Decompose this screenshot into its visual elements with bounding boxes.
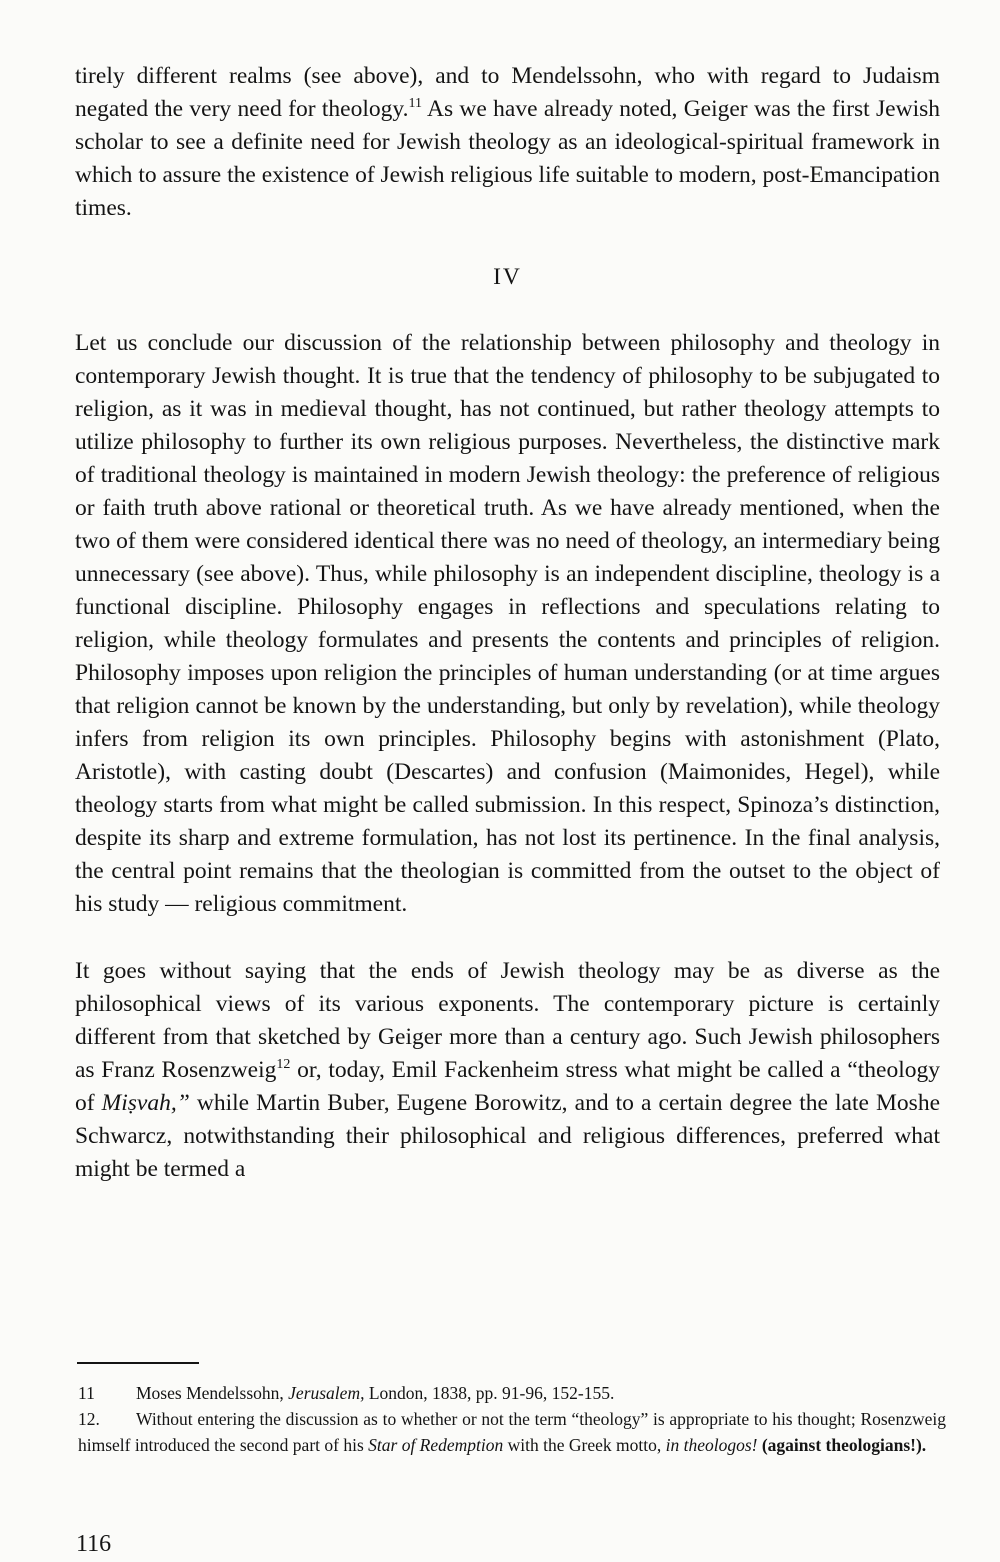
paragraph-ends-of-theology: It goes without saying that the ends of Jewish theology may be as diverse as the philosophical views of its various exponents. The contemporary picture is certainly different from that sketched by Geiger more than a century ago. Such Jewish philosophers as Franz Rosenzweig$^{12}$ or, today, Emil Fackenheim stress what might be called a “theology of Miṣvah,” while Martin Buber, Eugene Borowitz, and to a certain degree the late Moshe Schwarcz, notwithstanding their philosophical and religious differences, preferred what might be termed a — [75, 958, 940, 1182]
footnote-divider — [77, 1362, 199, 1364]
footnote-number: 12. — [78, 1409, 100, 1429]
section-heading: IV — [493, 264, 522, 290]
main-text — [75, 60, 940, 1186]
footnote-11: 11 Moses Mendelssohn, Jerusalem, London, 1838, pp. 91-96, 152-155. — [78, 1380, 946, 1406]
page-number: 116 — [76, 1531, 112, 1557]
footnotes — [78, 1380, 946, 1458]
footnote-ref-12[interactable]: 12 — [276, 1057, 291, 1073]
paragraph-continuation: tirely different realms (see above), and to Mendelssohn, who with regard to Judaism negated the very need for theology.$^{11}$ As we have already noted, Geiger was the first Jewish scholar to see a definite need for Jewish theology as an ideological-spiritual framework in which to assure the existence of Jewish religious life suitable to modern, post-Emancipation times. — [75, 63, 940, 221]
footnote-number: 11 — [78, 1383, 95, 1403]
footnote-title: Jerusalem, — [288, 1383, 365, 1403]
footnote-motto: in theologos! — [665, 1435, 758, 1455]
footnote-title: Star of Redemption — [368, 1435, 504, 1455]
footnote-ref-11[interactable]: 11 — [408, 96, 422, 112]
footnote-12: 12. Without entering the discussion as to whether or not the term “theology” is appropriate to his thought; Rosenzweig himself introduced the second part of his Star of Redemption with the Greek motto, in theologos! (against theologians!). — [78, 1406, 946, 1458]
term-misvah: Miṣvah,” — [101, 1090, 190, 1116]
paragraph-conclusion: Let us conclude our discussion of the relationship between philosophy and theology in contemporary Jewish thought. It is true that the tendency of philosophy to be subjugated to religion, as it was in medieval thought, has not continued, but rather theology attempts to utilize philosophy to further its own religious purposes. Nevertheless, the distinctive mark of traditional theology is maintained in modern Jewish theology: the preference of religious or faith truth above rational or theoretical truth. As we have already mentioned, when the two of them were considered identical there was no need of theology, an intermediary being unnecessary (see above). Thus, while philosophy is an independent discipline, theology is a functional discipline. Philosophy engages in reflections and speculations relating to religion, while theology formulates and presents the contents and principles of religion. Philosophy imposes upon religion the principles of human understanding (or at time argues that religion cannot be known by the understanding, but only by revelation), while theology infers from religion its own principles. Philosophy begins with astonishment (Plato, Aristotle), with casting doubt (Descartes) and confusion (Maimonides, Hegel), while theology starts from what might be called submission. In this respect, Spinoza’s distinction, despite its sharp and extreme formulation, has not lost its pertinence. In the final analysis, the central point remains that the theologian is committed from the outset to the object of his study — religious commitment. — [75, 330, 940, 917]
